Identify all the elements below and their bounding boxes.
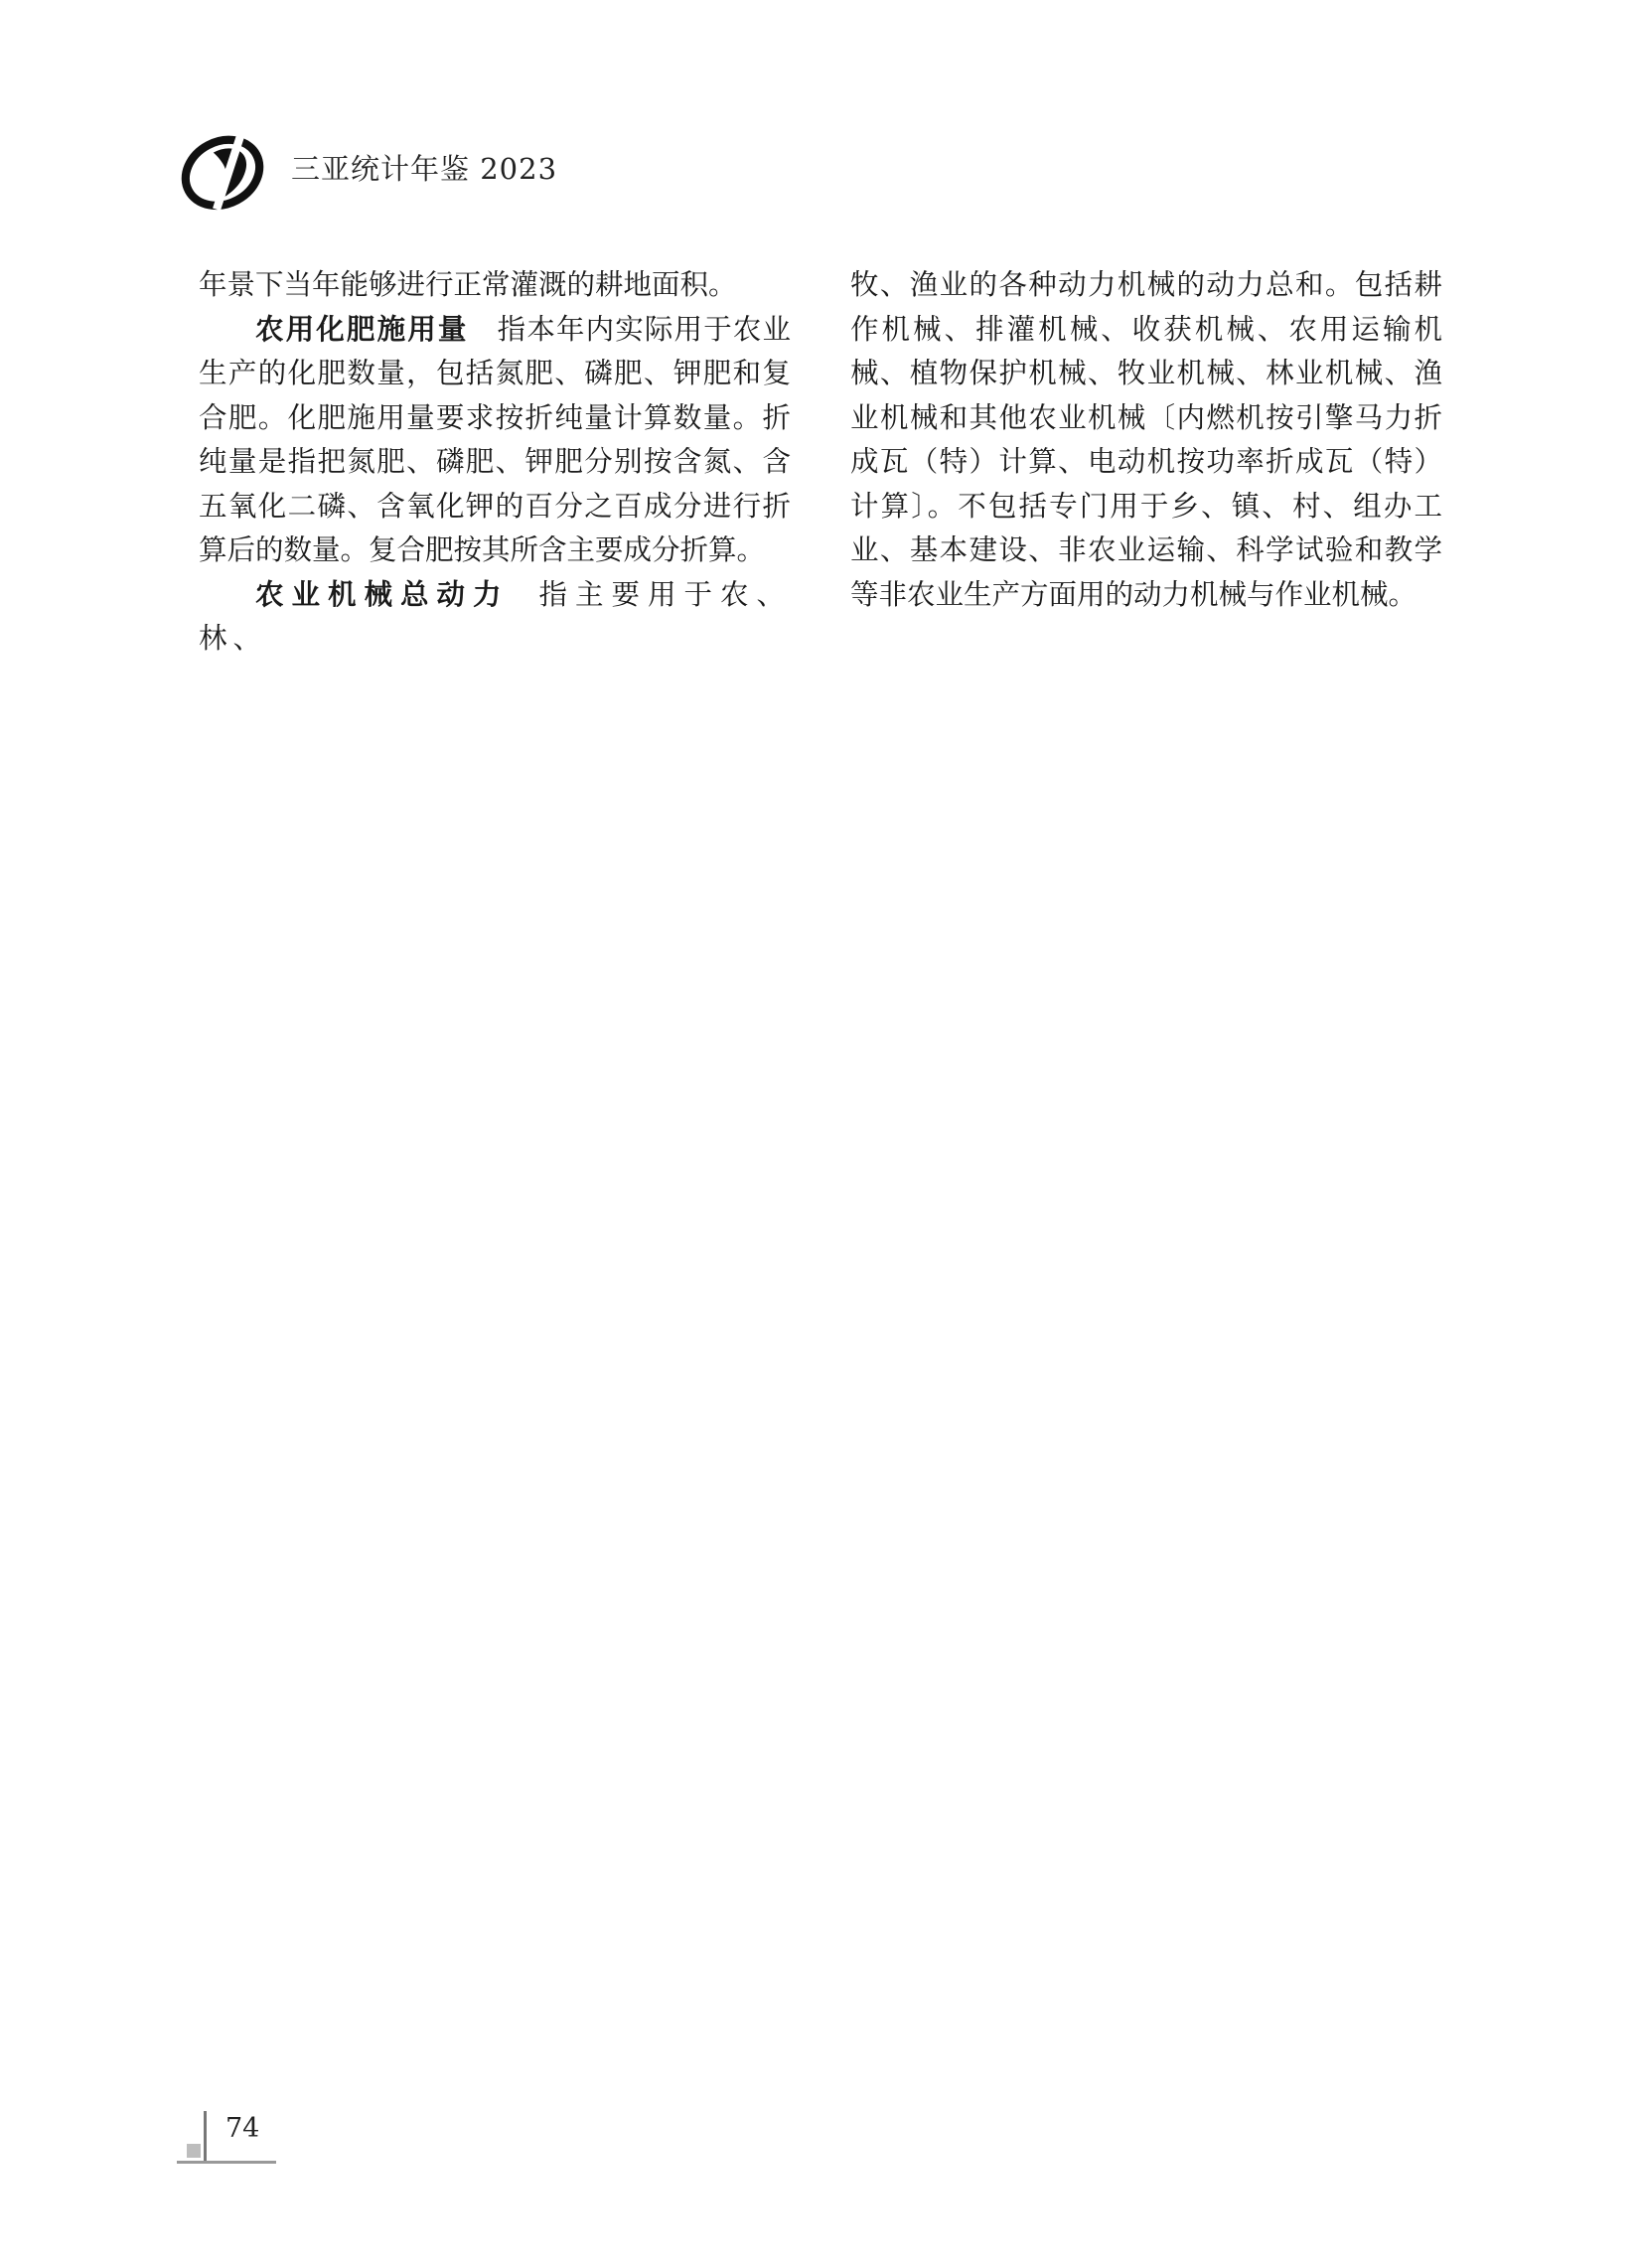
footer-divider-vertical — [204, 2111, 207, 2163]
paragraph-fertilizer-use — [199, 308, 791, 573]
term-fertilizer-use: 农用化肥施用量 — [255, 312, 469, 346]
left-column — [199, 263, 791, 662]
definition-fertilizer-use: 指本年内实际用于农业生产的化肥数量，包括氮肥、磷肥、钾肥和复合肥。化肥施用量要求按折纯量计算数量。折纯量是指把氮肥、磷肥、钾肥分别按含氮、含五氧化二磷、含氧化钾的百分之百成分进行折算后的数量。复合肥按其所含主要成分折算。 — [199, 312, 791, 566]
book-title: 三亚统计年鉴 2023 — [291, 152, 558, 186]
footer-mark — [187, 2144, 201, 2158]
page-number: 74 — [225, 2113, 260, 2144]
paragraph-machinery-power — [199, 573, 791, 662]
definition-machinery-power-start: 指主要用于农、林、 — [199, 577, 791, 655]
term-machinery-power: 农业机械总动力 — [255, 577, 510, 611]
page-footer — [177, 2111, 286, 2171]
right-column — [850, 263, 1442, 617]
footer-divider-horizontal — [177, 2161, 276, 2164]
paragraph-machinery-power-continued: 牧、渔业的各种动力机械的动力总和。包括耕作机械、排灌机械、收获机械、农用运输机械、植物保护机械、牧业机械、林业机械、渔业机械和其他农业机械〔内燃机按引擎马力折成瓦（特）计算、电动机按功率折成瓦（特）计算〕。不包括专门用于乡、镇、村、组办工业、基本建设、非农业运输、科学试验和教学等非农业生产方面用的动力机械与作业机械。 — [850, 268, 1442, 611]
page-header — [177, 117, 773, 217]
yearbook-emblem-icon — [177, 125, 268, 217]
paragraph-irrigated-area-end: 年景下当年能够进行正常灌溉的耕地面积。 — [199, 268, 737, 301]
